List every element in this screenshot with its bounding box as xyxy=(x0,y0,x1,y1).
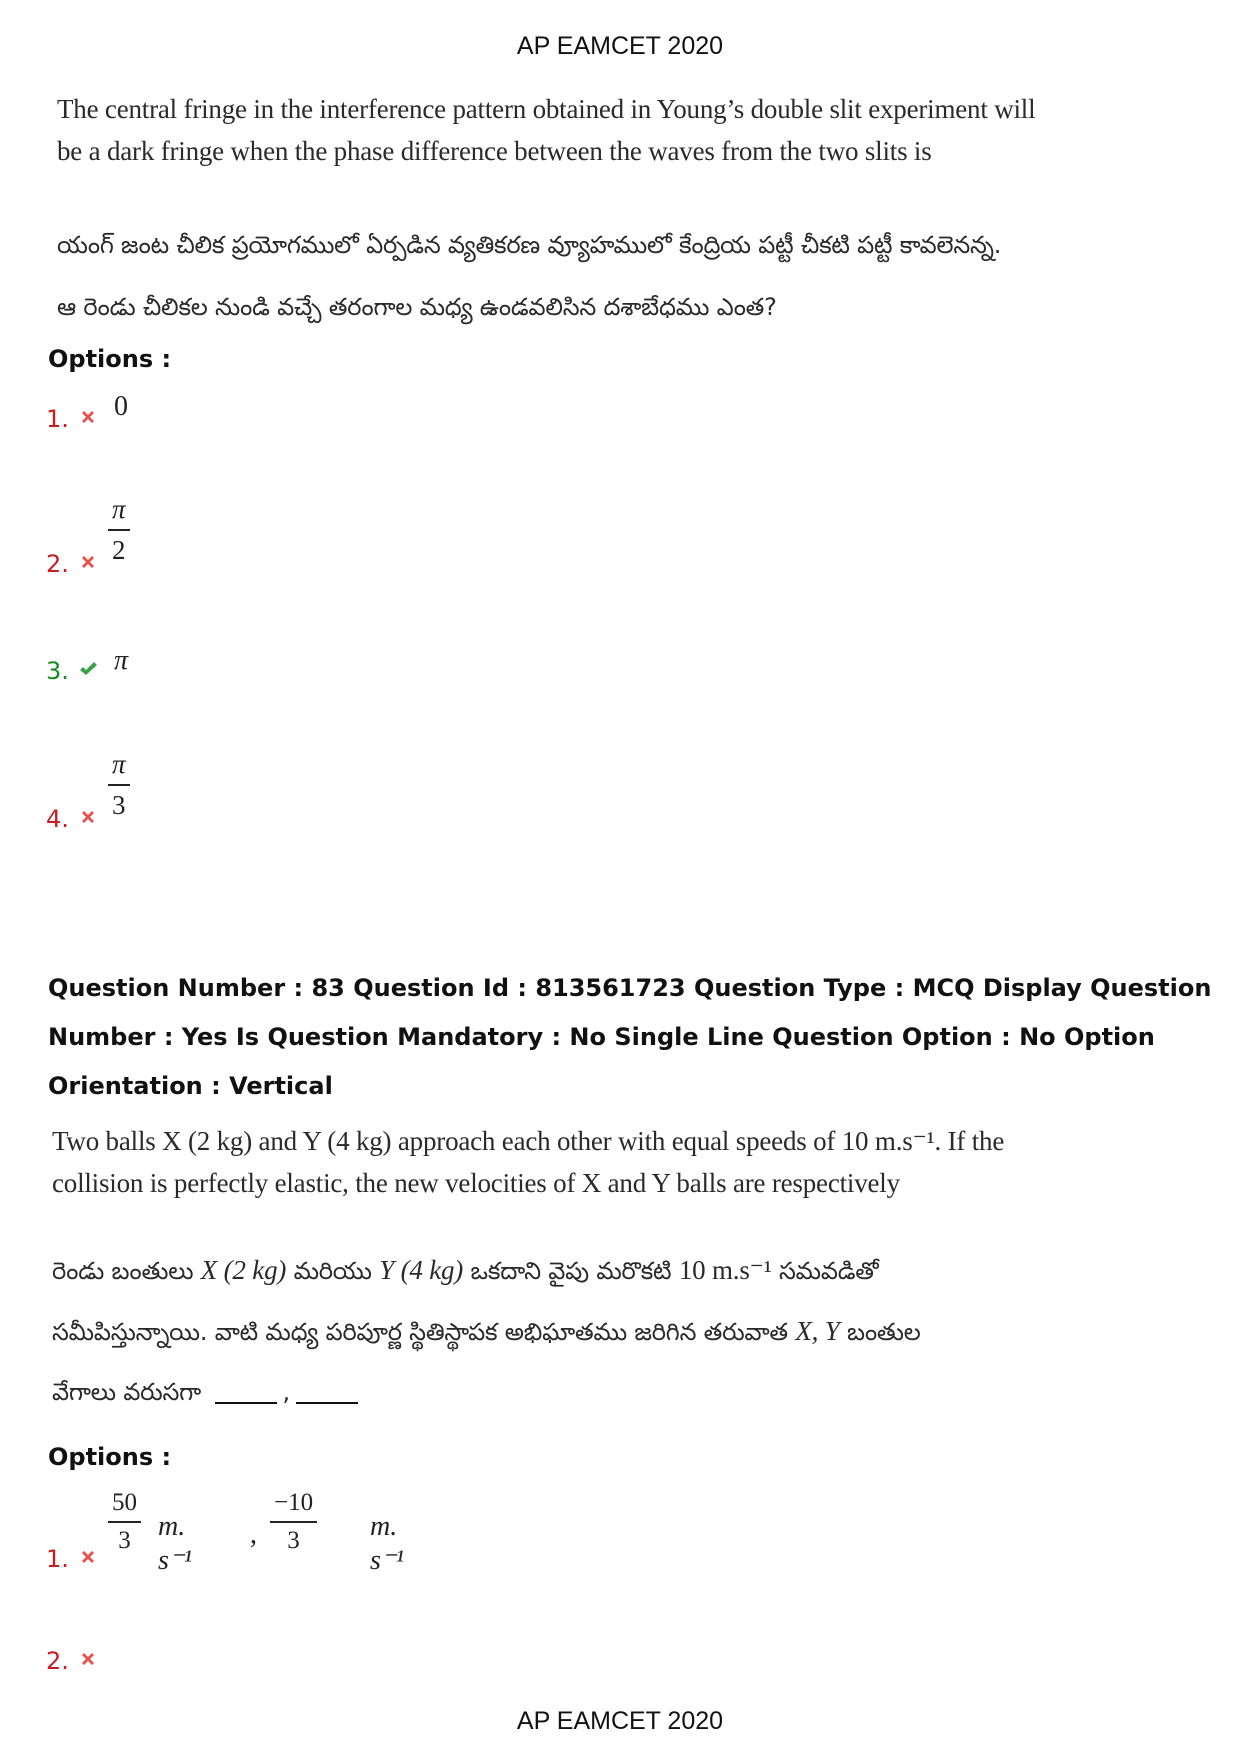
question-83-english xyxy=(52,1120,1004,1204)
question-text-line xyxy=(52,1301,921,1362)
question-83-meta xyxy=(48,964,1212,1111)
meta-line: Question Number : 83 Question Id : 813561723 Question Type : MCQ Display Question xyxy=(48,974,1212,1002)
text-segment: ఒకదాని వైపు మరొకటి xyxy=(463,1257,679,1285)
page-header: AP EAMCET 2020 xyxy=(516,32,724,60)
math-segment: X, Y xyxy=(795,1316,840,1346)
text-segment: బంతుల xyxy=(839,1318,921,1346)
math-segment: X (2 kg) xyxy=(200,1255,287,1285)
cross-icon xyxy=(78,552,98,572)
text-segment: సమవడితో xyxy=(771,1257,879,1285)
fraction xyxy=(108,1489,141,1555)
question-text-line: collision is perfectly elastic, the new velocities of X and Y balls are respectively xyxy=(52,1168,900,1198)
option-number: 1. xyxy=(46,405,69,433)
option-number: 2. xyxy=(46,550,69,578)
unit: m. s⁻¹ xyxy=(370,1511,405,1576)
text-segment: రెండు బంతులు xyxy=(52,1257,201,1285)
option-number: 2. xyxy=(46,1647,69,1675)
answer-blank xyxy=(215,1402,277,1404)
cross-icon xyxy=(78,407,98,427)
cross-icon xyxy=(78,1649,98,1669)
text-segment: వేగాలు వరుసగా xyxy=(52,1378,202,1406)
question-82-telugu xyxy=(57,214,1001,338)
answer-blank xyxy=(296,1402,358,1404)
option-value: π xyxy=(114,645,129,676)
text-segment: సమీపిస్తున్నాయి. వాటి మధ్య పరిపూర్ణ స్థితిస్థాపక అభిఘాతము జరిగిన తరువాత xyxy=(52,1318,796,1346)
math-segment: Y (4 kg) xyxy=(379,1255,464,1285)
denominator: 3 xyxy=(118,1527,131,1554)
math-segment: 10 m.s⁻¹ xyxy=(678,1255,772,1285)
denominator: 3 xyxy=(112,790,126,820)
option-number: 4. xyxy=(46,805,69,833)
options-label: Options : xyxy=(48,345,172,373)
page-footer: AP EAMCET 2020 xyxy=(516,1707,724,1735)
separator: , xyxy=(250,1519,257,1550)
text-segment: మరియు xyxy=(286,1257,380,1285)
question-text-line: The central fringe in the interference pattern obtained in Young’s double slit experiment will xyxy=(57,94,1036,124)
unit: m. s⁻¹ xyxy=(158,1511,193,1576)
fraction xyxy=(270,1489,317,1555)
numerator: π xyxy=(108,749,130,786)
blank-separator: , xyxy=(282,1378,290,1406)
question-text-line: be a dark fringe when the phase difference between the waves from the two slits is xyxy=(57,136,932,166)
denominator: 2 xyxy=(112,535,126,565)
question-text-line: యంగ్ జంట చీలిక ప్రయోగములో ఏర్పడిన వ్యతికరణ వ్యూహములో కేంద్రియ పట్టీ చీకటి పట్టీ కావలెనన్న. xyxy=(57,231,1002,259)
option-value: 0 xyxy=(114,391,128,422)
question-text-line xyxy=(52,1362,921,1422)
meta-line: Orientation : Vertical xyxy=(48,1072,333,1100)
denominator: 3 xyxy=(287,1527,300,1554)
check-icon xyxy=(78,659,98,679)
question-text-line xyxy=(52,1240,921,1301)
options-label: Options : xyxy=(48,1443,172,1471)
question-82-english xyxy=(57,88,1035,172)
option-number: 3. xyxy=(46,657,69,685)
fraction xyxy=(108,749,130,821)
cross-icon xyxy=(78,807,98,827)
question-83-telugu xyxy=(52,1240,921,1422)
numerator: 50 xyxy=(108,1489,141,1523)
numerator: −10 xyxy=(270,1489,317,1523)
question-text-line: Two balls X (2 kg) and Y (4 kg) approach each other with equal speeds of 10 m.s⁻¹. If the xyxy=(52,1126,1005,1156)
numerator: π xyxy=(108,494,130,531)
fraction xyxy=(108,494,130,566)
question-text-line: ఆ రెండు చీలికల నుండి వచ్చే తరంగాల మధ్య ఉండవలిసిన దశాబేధము ఎంత? xyxy=(57,293,777,321)
meta-line: Number : Yes Is Question Mandatory : No Single Line Question Option : No Option xyxy=(48,1023,1155,1051)
option-number: 1. xyxy=(46,1545,69,1573)
cross-icon xyxy=(78,1547,98,1567)
